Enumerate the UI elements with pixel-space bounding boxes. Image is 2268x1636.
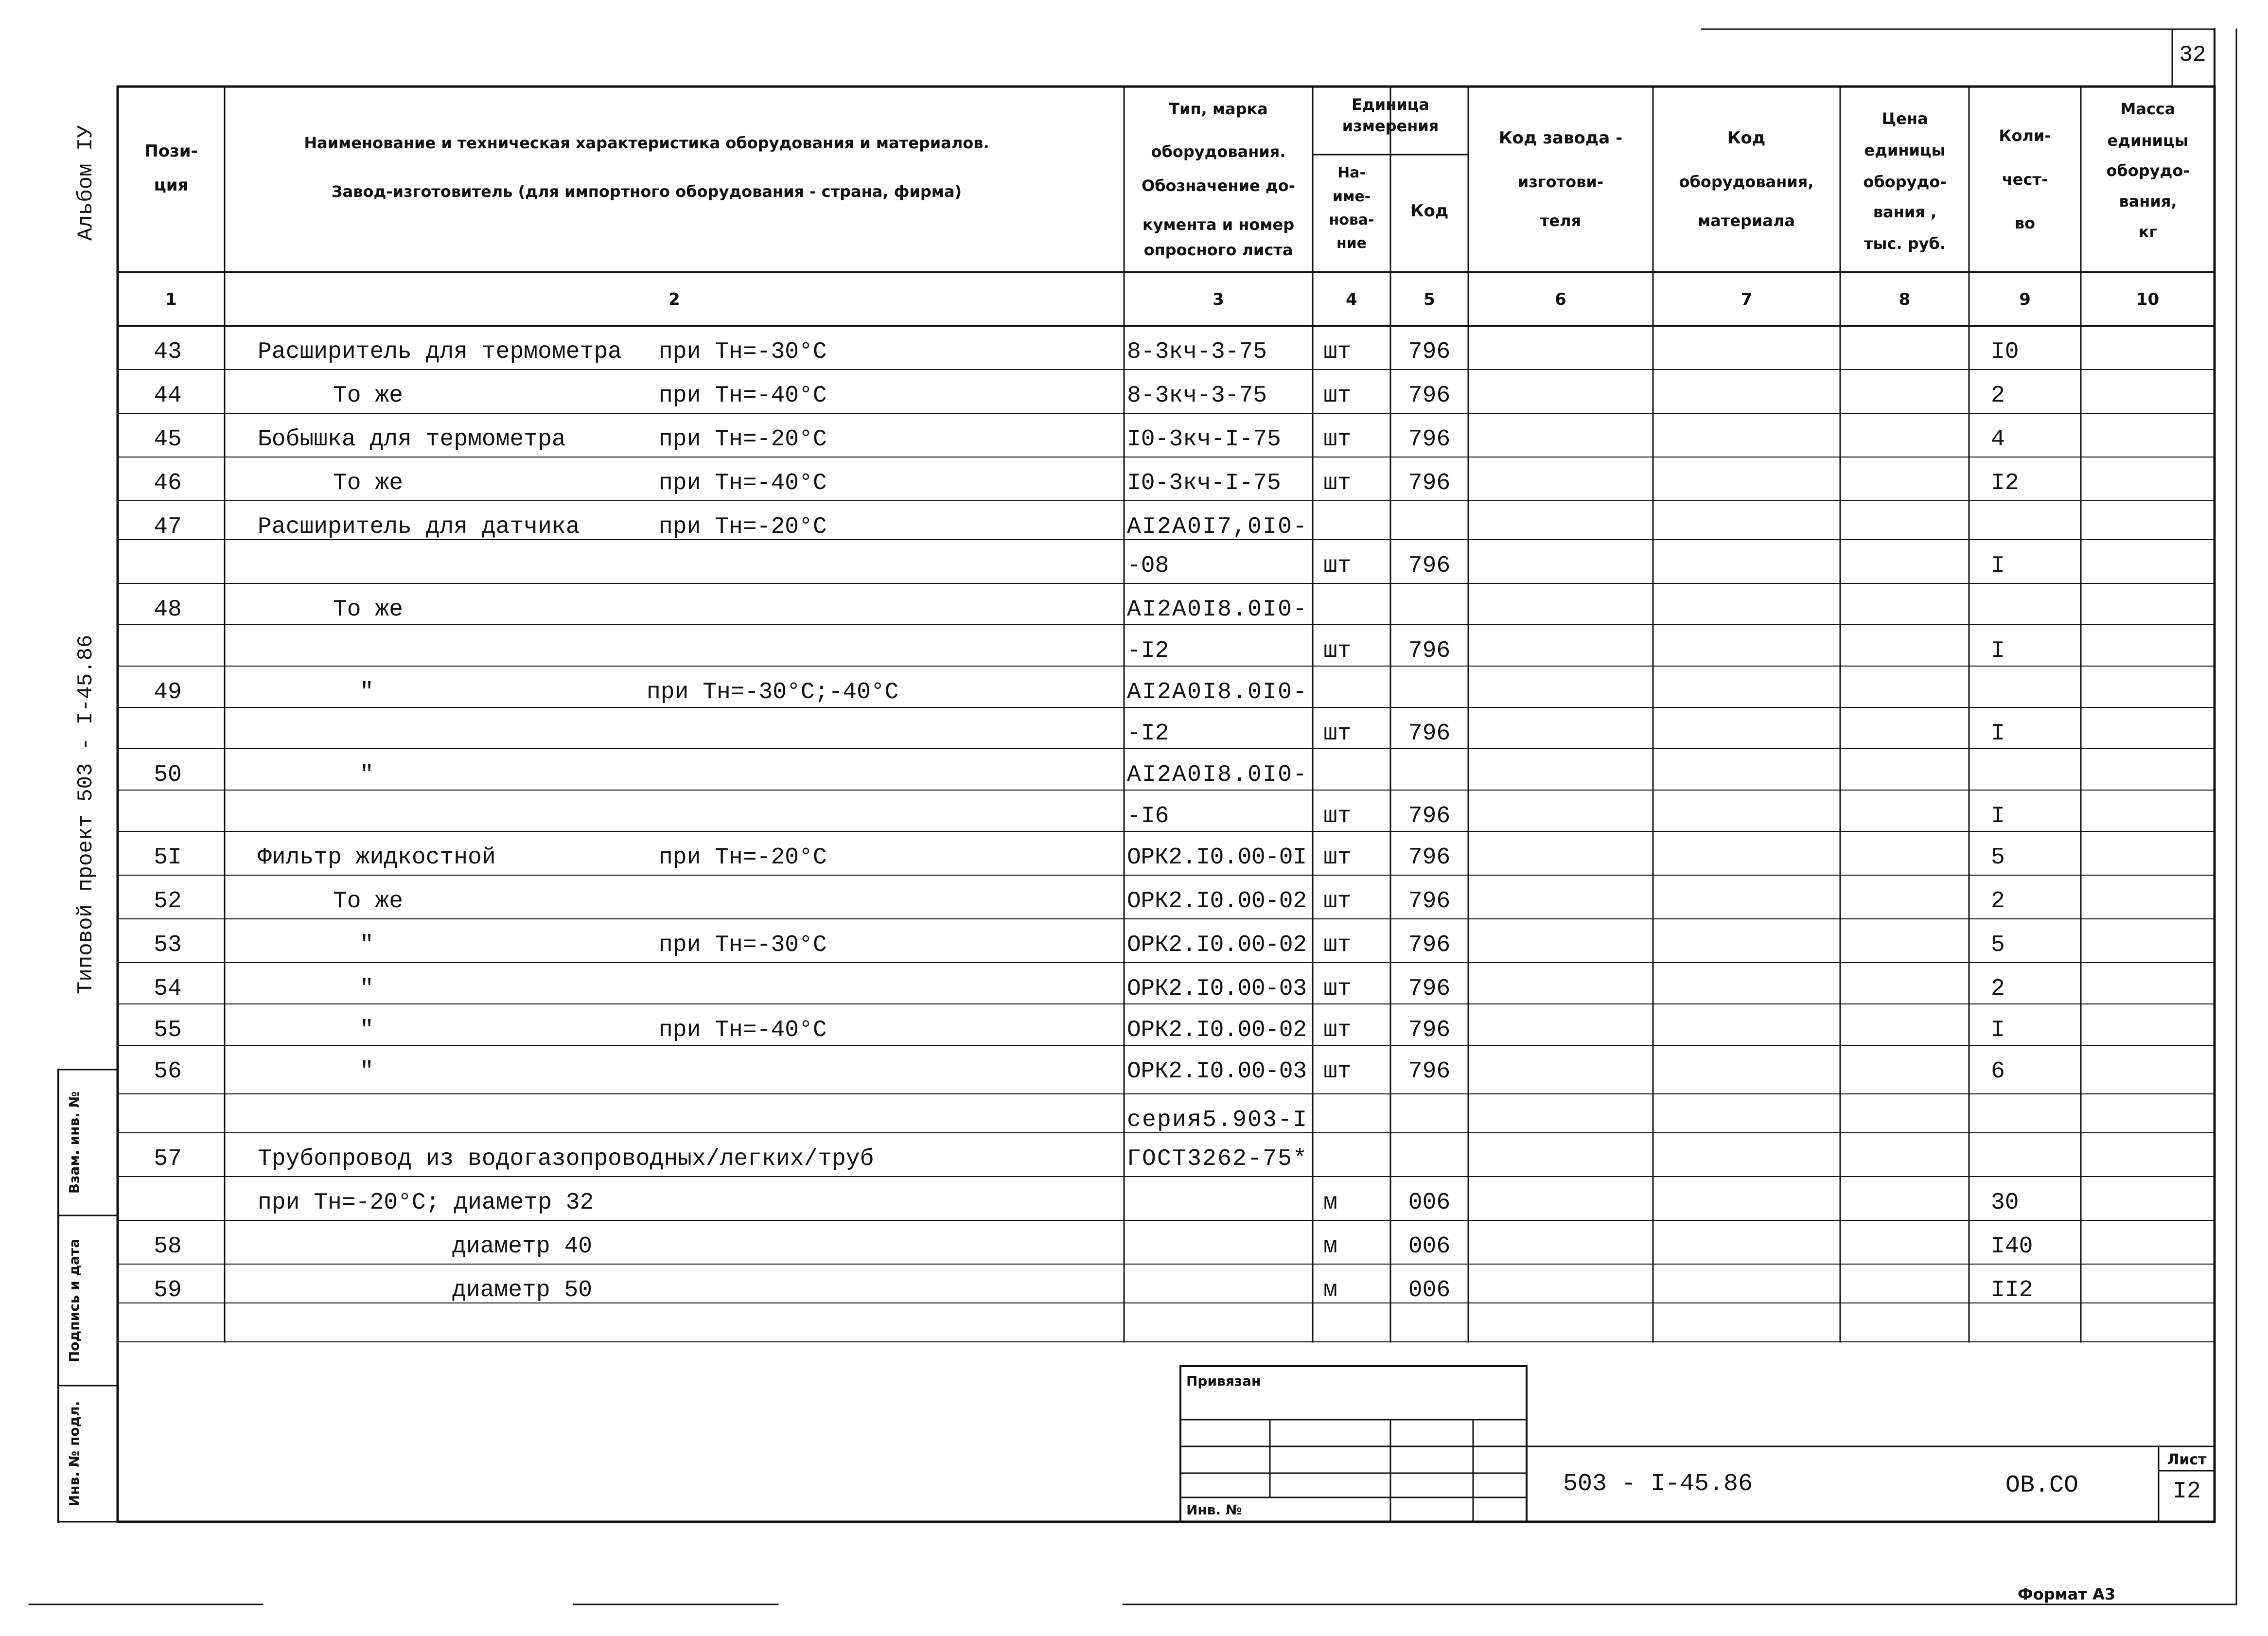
column-number: 8: [1899, 290, 1911, 309]
row-code: 796: [1408, 1017, 1451, 1043]
header-equipment-code: Код: [1727, 128, 1766, 148]
row-code: 796: [1408, 932, 1451, 958]
row-name: Трубопровод из водогазопроводных/легких/труб: [258, 1146, 874, 1172]
row-name: То же: [333, 888, 404, 915]
row-condition: при Тн=-20°С: [659, 844, 827, 871]
header-unit-name: ние: [1336, 235, 1367, 252]
row-name: То же: [333, 597, 404, 623]
header-type: Обозначение до-: [1142, 176, 1295, 195]
row-type: AI2A0I8.0I0-: [1127, 597, 1307, 623]
titleblock-sheet-label: Лист: [2167, 1451, 2207, 1468]
row-position: 46: [154, 470, 182, 496]
row-code: 006: [1408, 1190, 1451, 1216]
row-unit: шт: [1323, 803, 1352, 829]
header-quantity: чест-: [2002, 170, 2048, 189]
header-unit-name: На-: [1337, 164, 1366, 181]
row-unit: шт: [1323, 638, 1352, 664]
row-name: Бобышка для термометра: [258, 426, 566, 453]
header-name: Завод-изготовитель (для импортного оборудования - страна, фирма): [331, 182, 962, 201]
row-unit: м: [1323, 1233, 1337, 1260]
row-quantity: 5: [1991, 844, 2005, 871]
row-type: ОРК2.I0.00-02: [1127, 888, 1307, 915]
row-type: -I6: [1127, 803, 1169, 829]
row-unit: шт: [1323, 932, 1352, 958]
header-mass: вания,: [2119, 192, 2177, 211]
row-position: 45: [154, 426, 182, 453]
row-code: 006: [1408, 1233, 1451, 1260]
row-name: ": [360, 932, 374, 958]
row-condition: при Тн=-30°С;-40°С: [647, 679, 899, 705]
row-code: 796: [1408, 803, 1451, 829]
header-price: оборудо-: [1863, 173, 1947, 191]
header-quantity: Коли-: [1999, 126, 2051, 145]
row-type: -I2: [1127, 721, 1169, 747]
row-name: То же: [333, 470, 404, 496]
titleblock-inv-label: Инв. №: [1186, 1502, 1242, 1518]
header-position: ция: [154, 176, 189, 195]
row-quantity: 2: [1991, 888, 2005, 915]
row-type: ГОСТ3262-75*: [1127, 1146, 1307, 1172]
row-position: 56: [154, 1058, 182, 1085]
header-price: единицы: [1864, 141, 1946, 159]
row-name: при Тн=-20°С; диаметр 32: [258, 1190, 594, 1216]
header-price: Цена: [1881, 109, 1928, 128]
side-album-label: Альбом IУ: [74, 125, 98, 241]
row-unit: шт: [1323, 553, 1352, 579]
header-unit-name: име-: [1332, 188, 1371, 205]
column-number: 7: [1741, 290, 1753, 309]
row-type: ОРК2.I0.00-03: [1127, 976, 1307, 1002]
row-code: 796: [1408, 383, 1451, 409]
row-position: 43: [154, 339, 182, 365]
side-stamp-label: Инв. № подл.: [66, 1401, 82, 1507]
format-label: Формат А3: [2018, 1585, 2116, 1603]
row-code: 796: [1408, 553, 1451, 579]
row-code: 796: [1408, 976, 1451, 1002]
row-type: -I2: [1127, 638, 1169, 664]
row-type: AI2A0I8.0I0-: [1127, 679, 1307, 705]
row-name: ": [360, 679, 374, 705]
header-unit: измерения: [1342, 117, 1439, 135]
row-name: ": [360, 1017, 374, 1043]
row-type: 8-3кч-3-75: [1127, 383, 1267, 409]
row-type: I0-3кч-I-75: [1127, 470, 1281, 496]
row-position: 50: [154, 762, 182, 788]
row-type: I0-3кч-I-75: [1127, 426, 1281, 453]
row-name: ": [360, 976, 374, 1002]
column-number: 4: [1346, 290, 1357, 309]
row-condition: при Тн=-20°С: [659, 514, 827, 540]
row-type: ОРК2.I0.00-02: [1127, 1017, 1307, 1043]
row-unit: шт: [1323, 383, 1352, 409]
row-unit: шт: [1323, 721, 1352, 747]
header-equipment-code: материала: [1698, 211, 1795, 230]
row-unit: шт: [1323, 1017, 1352, 1043]
header-mass: единицы: [2107, 131, 2189, 150]
row-condition: при Тн=-40°С: [659, 383, 827, 409]
row-position: 49: [154, 679, 182, 705]
row-code: 796: [1408, 844, 1451, 871]
row-type: ОРК2.I0.00-03: [1127, 1058, 1307, 1085]
row-unit: шт: [1323, 470, 1352, 496]
row-code: 796: [1408, 470, 1451, 496]
row-quantity: 6: [1991, 1058, 2005, 1085]
header-type: оборудования.: [1151, 142, 1286, 161]
row-condition: при Тн=-40°С: [659, 470, 827, 496]
row-condition: при Тн=-30°С: [659, 339, 827, 365]
row-unit: м: [1323, 1277, 1337, 1303]
row-quantity: 4: [1991, 426, 2005, 453]
header-price: вания ,: [1873, 203, 1937, 221]
row-position: 58: [154, 1233, 182, 1260]
row-quantity: I: [1991, 638, 2005, 664]
row-type: ОРК2.I0.00-02: [1127, 932, 1307, 958]
header-plant-code: Код завода -: [1498, 128, 1623, 148]
row-quantity: I40: [1991, 1233, 2033, 1260]
row-unit: шт: [1323, 339, 1352, 365]
row-condition: при Тн=-40°С: [659, 1017, 827, 1043]
row-name: диаметр 50: [452, 1277, 593, 1303]
header-quantity: во: [2014, 214, 2036, 232]
titleblock-document-code: 503 - I-45.86: [1563, 1470, 1753, 1498]
row-position: 54: [154, 976, 182, 1002]
row-name: Фильтр жидкостной: [258, 844, 496, 871]
header-type: кумента и номер: [1142, 215, 1295, 234]
row-name: То же: [333, 383, 404, 409]
side-stamp-label: Подпись и дата: [66, 1238, 82, 1363]
side-stamp-label: Взам. инв. №: [66, 1091, 82, 1194]
row-unit: шт: [1323, 976, 1352, 1002]
row-name: ": [360, 762, 374, 788]
row-unit: шт: [1323, 888, 1352, 915]
side-project-label: Типовой проект 503 - I-45.86: [74, 634, 98, 994]
header-price: тыс. руб.: [1864, 234, 1946, 253]
header-unit-code: Код: [1410, 201, 1449, 221]
column-number: 10: [2136, 290, 2160, 309]
titleblock-mark: ОВ.СО: [2005, 1472, 2079, 1499]
row-condition: при Тн=-20°С: [659, 426, 827, 453]
header-plant-code: теля: [1540, 211, 1582, 230]
header-name: Наименование и техническая характеристика оборудования и материалов.: [304, 134, 989, 152]
column-number: 3: [1213, 290, 1224, 309]
row-name: диаметр 40: [452, 1233, 593, 1260]
header-unit: Единица: [1352, 95, 1429, 114]
row-position: 47: [154, 514, 182, 540]
header-equipment-code: оборудования,: [1679, 173, 1814, 191]
header-type: Тип, марка: [1169, 100, 1268, 118]
row-quantity: I: [1991, 803, 2005, 829]
row-position: 52: [154, 888, 182, 915]
row-unit: шт: [1323, 1058, 1352, 1085]
row-code: 796: [1408, 721, 1451, 747]
row-position: 44: [154, 383, 182, 409]
row-type: ОРК2.I0.00-0I: [1127, 844, 1307, 871]
header-unit-name: нова-: [1329, 211, 1374, 229]
row-quantity: 30: [1991, 1190, 2019, 1216]
row-position: 48: [154, 597, 182, 623]
column-number: 9: [2019, 290, 2031, 309]
row-quantity: I: [1991, 1017, 2005, 1043]
row-position: 57: [154, 1146, 182, 1172]
column-number: 5: [1424, 290, 1435, 309]
row-code: 796: [1408, 638, 1451, 664]
row-name: Расширитель для термометра: [258, 339, 622, 365]
row-code: 796: [1408, 339, 1451, 365]
header-mass: кг: [2138, 223, 2158, 241]
row-code: 796: [1408, 1058, 1451, 1085]
corner-sheet-number: 32: [2179, 42, 2206, 68]
row-position: 55: [154, 1017, 182, 1043]
header-position: Пози-: [144, 141, 198, 161]
row-condition: при Тн=-30°С: [659, 932, 827, 958]
row-code: 006: [1408, 1277, 1451, 1303]
row-quantity: 2: [1991, 383, 2005, 409]
row-quantity: II2: [1991, 1277, 2033, 1303]
header-mass: оборудо-: [2106, 161, 2190, 180]
column-number: 6: [1555, 290, 1566, 309]
row-type: AI2A0I8.0I0-: [1127, 762, 1307, 788]
row-unit: шт: [1323, 844, 1352, 871]
row-name: ": [360, 1058, 374, 1085]
row-code: 796: [1408, 426, 1451, 453]
row-type: AI2A0I7,0I0-: [1127, 514, 1307, 540]
header-type: опросного листа: [1143, 241, 1293, 259]
row-code: 796: [1408, 888, 1451, 915]
row-name: Расширитель для датчика: [258, 514, 580, 540]
header-mass: Масса: [2120, 100, 2176, 118]
row-quantity: 2: [1991, 976, 2005, 1002]
row-quantity: I0: [1991, 339, 2019, 365]
column-number: 1: [165, 290, 177, 309]
row-quantity: 5: [1991, 932, 2005, 958]
row-position: 53: [154, 932, 182, 958]
row-position: 5I: [154, 844, 182, 871]
row-quantity: I2: [1991, 470, 2019, 496]
row-type: -08: [1127, 553, 1169, 579]
header-plant-code: изготови-: [1517, 173, 1604, 191]
row-unit: шт: [1323, 426, 1352, 453]
row-quantity: I: [1991, 721, 2005, 747]
row-quantity: I: [1991, 553, 2005, 579]
titleblock-sheet-number: I2: [2173, 1478, 2201, 1505]
row-position: 59: [154, 1277, 182, 1303]
titleblock-bound-label: Привязан: [1186, 1373, 1261, 1389]
row-unit: м: [1323, 1190, 1337, 1216]
column-number: 2: [668, 290, 680, 309]
row-type: 8-3кч-3-75: [1127, 339, 1267, 365]
row-type: серия5.903-I: [1127, 1107, 1307, 1133]
